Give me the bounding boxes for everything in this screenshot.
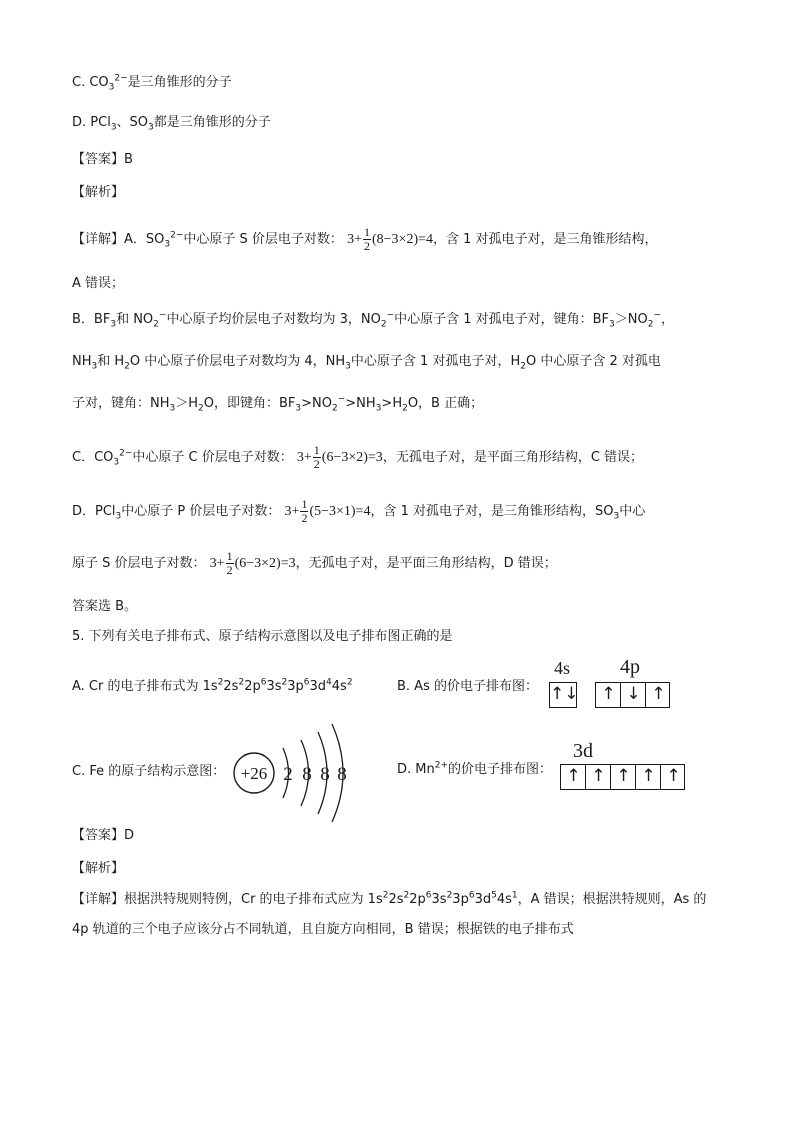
as-4p-arrow-3: ↑	[651, 684, 666, 704]
mn-3d-orbitals	[560, 764, 685, 790]
detail-b-line-3: 子对，键角：$NH_3>H_2O$，即键角：$BF_3>NO_2^->NH_3>H_2O$，B 正确；	[72, 394, 484, 414]
answer-label-2: 【答案】D	[72, 828, 135, 843]
detail-a-cont: A 错误；	[72, 276, 125, 291]
as-4p-arrow-1: ↑	[601, 684, 616, 704]
mn-3d-arrow-4: ↑	[641, 766, 656, 786]
fe-shell-1-count: 2	[283, 764, 293, 785]
as-4p-arrow-2: ↓	[626, 684, 641, 704]
detail-d-line-2: 原子 S 价层电子对数： 3+ $\frac{1}{2}$ (6−3×2)=3，无孤电子对，是平面三角形结构，D 错误；	[72, 549, 557, 577]
question-5: 5. 下列有关电子排布式、原子结构示意图以及电子排布图正确的是	[72, 629, 453, 644]
detail-final-line-1: 【详解】根据洪特规则特例，Cr 的电子排布式应为 $1s^22s^22p^63s^23p^63d^54s^1$，A 错误；根据洪特规则，As 的	[72, 890, 707, 907]
fe-atomic-structure-diagram	[228, 718, 358, 828]
mn-3d-label: 3d	[573, 740, 593, 762]
detail-d-line-1: D．PCl$_3$中心原子 P 价层电子对数： 3+ $\frac{1}{2}$ (5−3×1)=4，含 1 对孤电子对，是三角锥形结构，$SO_3$中心	[72, 497, 646, 525]
option-d-line: D. PCl$_3$、$SO_3$都是三角锥形的分子	[72, 115, 271, 133]
as-4p-label: 4p	[620, 656, 640, 678]
answer-choice: 答案选 B。	[72, 599, 138, 614]
q5-option-c: C. Fe 的原子结构示意图：	[72, 764, 226, 779]
mn-3d-arrow-2: ↑	[591, 766, 606, 786]
fe-shell-3-count: 8	[320, 764, 330, 785]
analysis-label-1: 【解析】	[72, 185, 125, 200]
q5-option-a: A. Cr 的电子排布式为 $1s^22s^22p^63s^23p^63d^44s^2$	[72, 677, 353, 694]
fe-nucleus-charge: +26	[240, 764, 268, 783]
as-4s-arrow: ↑↓	[550, 684, 579, 704]
fe-shell-4-count: 8	[337, 764, 347, 785]
as-4s-label: 4s	[554, 658, 571, 678]
detail-a-line: 【详解】A．$SO_3^{2-}$中心原子 S 价层电子对数： 3+ $\frac{1}{2}$ (8−3×2)=4，含 1 对孤电子对，是三角锥形结构，	[72, 225, 658, 253]
mn-3d-arrow-3: ↑	[616, 766, 631, 786]
mn-3d-arrow-1: ↑	[566, 766, 581, 786]
as-4s-orbital	[549, 682, 577, 708]
q5-option-b: B. As 的价电子排布图：	[397, 679, 538, 694]
fe-shell-2-count: 8	[302, 764, 312, 785]
detail-final-line-2: 4p 轨道的三个电子应该分占不同轨道，且自旋方向相同，B 错误；根据铁的电子排布式	[72, 922, 574, 937]
mn-3d-arrow-5: ↑	[666, 766, 681, 786]
answer-label-1: 【答案】B	[72, 152, 133, 167]
analysis-label-2: 【解析】	[72, 861, 125, 876]
q5-option-d: D. $Mn^{2+}$的价电子排布图：	[397, 760, 553, 777]
detail-c-line: C．$CO_3^{2-}$中心原子 C 价层电子对数： 3+ $\frac{1}{2}$ (6−3×2)=3，无孤电子对，是平面三角形结构，C 错误；	[72, 443, 644, 471]
detail-b-line-2: $NH_3$和 $H_2O$ 中心原子价层电子对数均为 4，$NH_3$中心原子含 1 对孤电子对，$H_2O$ 中心原子含 2 对孤电	[72, 354, 661, 372]
as-4p-orbitals	[595, 682, 670, 708]
detail-b-line-1: B．$BF_3$和 $NO_2^-$中心原子均价层电子对数均为 3，$NO_2^-$中心原子含 1 对孤电子对，键角：$BF_3>NO_2^-$，	[72, 310, 675, 330]
option-c-line: C. $CO_3^{2-}$是三角锥形的分子	[72, 73, 232, 93]
